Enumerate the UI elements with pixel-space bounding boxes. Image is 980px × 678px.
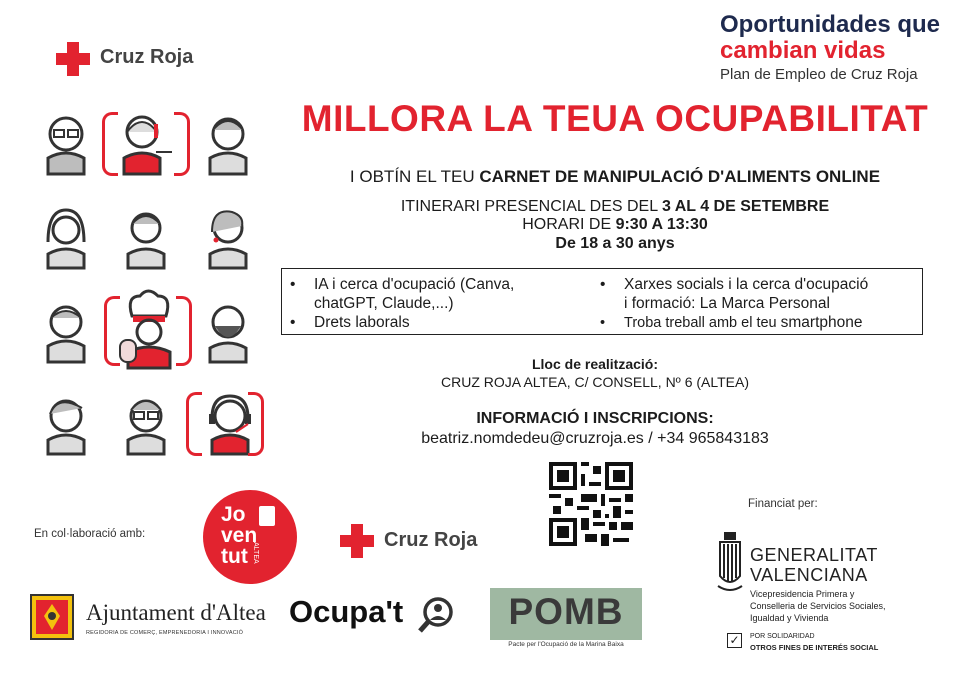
highlight-bracket-right [248,392,264,456]
altea-coat-of-arms-icon [30,594,74,640]
solidarity-checkbox-icon: ✓ [727,633,742,648]
gv-sub2: Conselleria de Servicios Sociales, [750,601,886,611]
campaign-logo [720,12,960,83]
joventut-logo [203,490,297,584]
schedule-dates-bold: 3 AL 4 DE SETEMBRE [661,198,830,215]
pomb-logo-text: POMB [508,591,624,632]
topic-social-line2: i formació: La Marca Personal [624,295,830,312]
joventut-word3: tut [221,545,248,568]
topic-social-line1: Xarxes socials i la cerca d'ocupació [624,276,869,293]
pomb-logo [490,588,642,640]
joventut-word1: Jo [221,503,246,526]
ajuntament-name: Ajuntament d'Altea [86,600,266,625]
solidarity-line2: OTROS FINES DE INTERÉS SOCIAL [750,643,879,652]
generalitat-emblem-icon [716,530,744,596]
schedule-dates-prefix: ITINERARI PRESENCIAL DES DEL [400,198,662,215]
campaign-line2: cambian vidas [720,37,886,64]
cruz-roja-logo-text: Cruz Roja [100,46,194,68]
avatar-bearded-man-icon [200,296,256,366]
joventut-word2: ven [221,524,258,547]
schedule-hours-prefix: HORARI DE [522,216,616,233]
funded-label: Financiat per: [748,498,818,510]
location-label: Lloc de realització: [531,356,659,372]
avatar-woman-ponytail-icon [118,202,174,272]
campaign-line1: Oportunidades que [720,11,941,38]
topic-social: • Xarxes socials i la cerca d'ocupació i formació: La Marca Personal [600,276,869,312]
topic-ai-line2: chatGPT, Claude,...) [314,295,454,312]
cruz-roja-cross-icon [56,42,90,76]
schedule-hours [270,216,960,234]
schedule-age: De 18 a 30 anys [555,235,675,252]
info-label: INFORMACIÓ I INSCRIPCIONS: [476,410,714,427]
pomb-sub: Pacte per l'Ocupació de la Marina Baixa [508,641,624,648]
gv-line1: GENERALITAT [750,545,878,565]
topic-rights-label: Drets laborals [314,314,410,331]
location-address: CRUZ ROJA ALTEA, C/ CONSELL, Nº 6 (ALTEA) [441,374,749,390]
magnifier-person-icon [418,596,456,634]
topic-ai: • IA i cerca d'ocupació (Canva, chatGPT, Claude,...) [290,276,515,312]
highlight-bracket-right [174,112,190,176]
campaign-sub: Plan de Empleo de Cruz Roja [720,66,918,83]
cruz-roja-bottom-text: Cruz Roja [384,529,478,551]
avatar-woman-earring-icon [200,202,256,272]
avatar-man-glasses-icon [118,388,174,458]
avatar-glasses-icon [38,108,94,178]
avatar-man-hair-icon [38,388,94,458]
highlight-bracket-left [102,112,118,176]
avatar-waiter-icon [118,108,174,178]
topic-smartphone-strong: smartphone [780,314,863,331]
schedule-hours-bold: 9:30 A 13:30 [615,216,708,233]
page-title: MILLORA LA TEUA OCUPABILITAT [301,98,929,139]
subtitle-prefix: I OBTÍN EL TEU [349,167,480,186]
ocupat-logo-text: Ocupa't [289,594,404,629]
topic-smartphone-prefix: Troba treball amb el teu [624,315,781,331]
solidarity-line1: POR SOLIDARIDAD [750,633,815,640]
qr-code-icon[interactable] [549,462,633,546]
gv-sub1: Vicepresidencia Primera y [750,589,855,599]
avatar-woman-icon [38,202,94,272]
highlight-bracket-right [176,296,192,366]
gv-line2: VALENCIANA [750,565,868,585]
info-contact[interactable]: beatriz.nomdedeu@cruzroja.es / +34 965843183 [421,430,769,447]
schedule-dates [270,198,960,216]
cruz-roja-bottom-cross-icon [340,524,374,558]
joventut-emblem-icon [259,506,275,526]
ajuntament-sub: REGIDORIA DE COMERÇ, EMPRENEDORIA I INNOVACIÓ [86,630,244,636]
joventut-side-text: ALTEA [252,542,259,564]
topic-smartphone: • Troba treball amb el teu smartphone [600,314,863,331]
subtitle-bold: CARNET DE MANIPULACIÓ D'ALIMENTS ONLINE [479,167,881,186]
avatar-chef-icon [118,286,180,370]
topic-ai-line1: IA i cerca d'ocupació (Canva, [314,276,515,293]
highlight-bracket-left [186,392,202,456]
subtitle [270,167,960,187]
topics-box [281,268,923,335]
collab-label: En col·laboració amb: [34,528,146,540]
topic-rights: • Drets laborals [290,314,410,331]
gv-sub3: Igualdad y Vivienda [750,613,829,623]
avatar-man-short-icon [38,296,94,366]
avatar-man-icon [200,108,256,178]
